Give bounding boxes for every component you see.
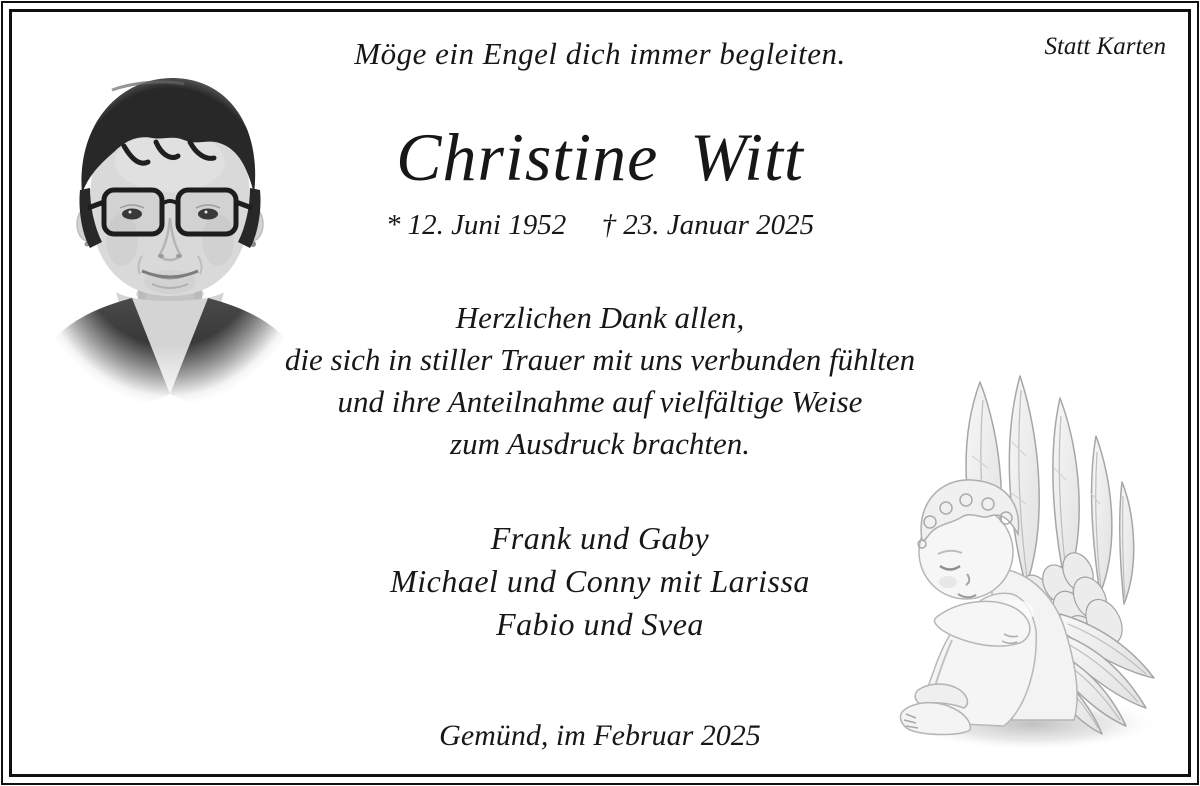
thanks-line: Herzlichen Dank allen,	[455, 300, 745, 335]
birth-date: * 12. Juni 1952	[385, 209, 567, 241]
angel-figurine-image	[864, 372, 1166, 764]
thanks-line: zum Ausdruck brachten.	[450, 426, 750, 461]
family-line: Michael und Conny mit Larissa	[390, 563, 810, 599]
place-date-line: Gemünd, im Februar 2025	[439, 719, 761, 752]
epigraph-text: Möge ein Engel dich immer begleiten.	[354, 36, 846, 71]
family-line: Fabio und Svea	[496, 606, 704, 642]
family-line: Frank und Gaby	[490, 520, 710, 556]
thanks-line: die sich in stiller Trauer mit uns verbunden fühlten	[284, 342, 916, 377]
deceased-name: Christine Witt	[396, 119, 804, 195]
death-date: † 23. Januar 2025	[601, 209, 815, 241]
life-dates	[0, 209, 1200, 242]
statt-karten-label: Statt Karten	[1044, 33, 1166, 60]
thanks-line: und ihre Anteilnahme auf vielfältige Weise	[337, 384, 863, 419]
angel-figurine	[864, 372, 1166, 764]
